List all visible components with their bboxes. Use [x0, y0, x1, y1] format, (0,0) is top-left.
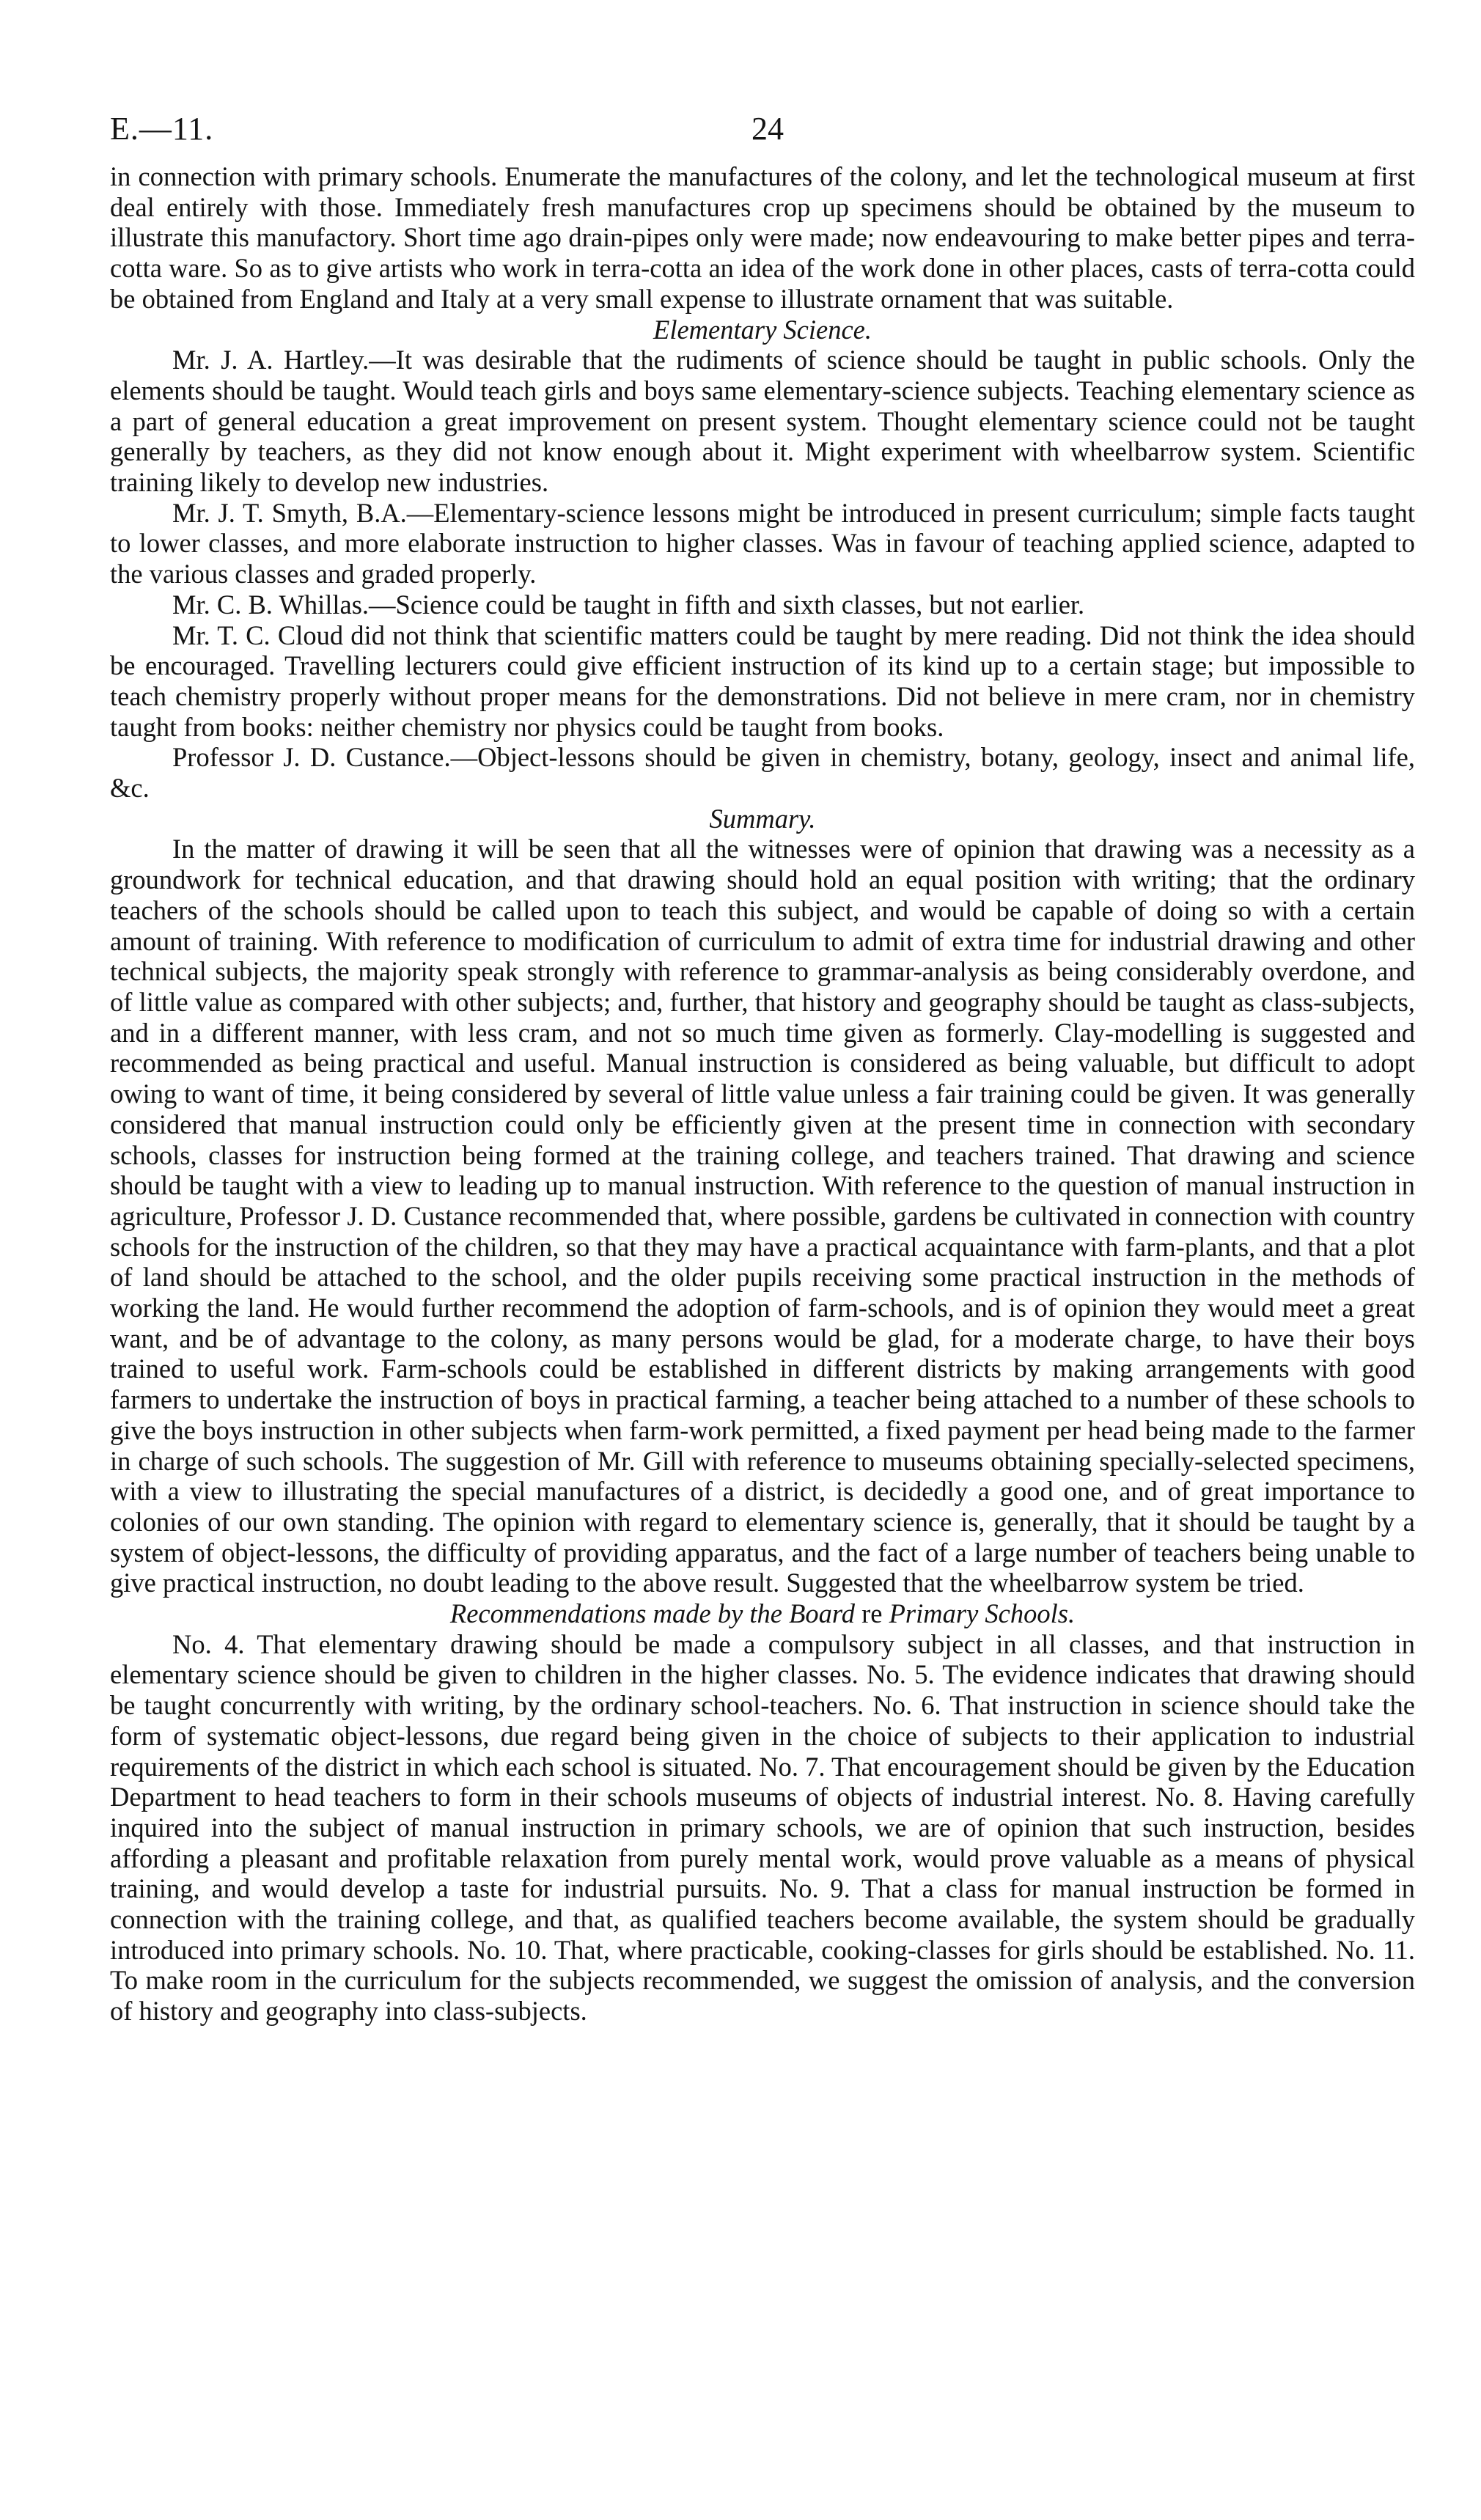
paragraph-summary: In the matter of drawing it will be seen that all the witnesses were of opinion that drawing was a necessity as a groundwork for technical education, and that drawing should hold an equal position with writing; that the ordinary teachers of the schools should be called upon to teach this subject, and would be capable of doing so with a certain amount of training. With reference to modification of curriculum to admit of extra time for industrial drawing and other technical subjects, the majority speak strongly with reference to grammar-analysis as being considerably overdone, and of little value as compared with other subjects; and, further, that history and geography should be taught as class-subjects, and in a different manner, with less cram, and not so much time given as formerly. Clay-modelling is suggested and recommended as being practical and useful. Manual instruction is considered as being valuable, but difficult to adopt owing to want of time, it being considered by several of little value unless a fair training could be given. It was generally considered that manual instruction could only be efficiently given at the present time in connection with secondary schools, classes for instruction being formed at the training college, and teachers trained. That drawing and science should be taught with a view to leading up to manual instruction. With reference to the question of manual instruction in agriculture, Professor J. D. Custance recommended that, where possible, gardens be cultivated in connection with country schools for the instruction of the children, so that they may have a practical acquaintance with farm-plants, and that a plot of land should be attached to the school, and the older pupils receiving some practical instruction in the methods of working the land. He would further recommend the adoption of farm-schools, and is of opinion they would meet a great want, and be of advantage to the colony, as many persons would be glad, for a moderate charge, to have their boys trained to useful work. Farm-schools could be established in different districts by making arrangements with good farmers to undertake the instruction of boys in practical farming, a teacher being attached to a number of these schools to give the boys instruction in other subjects when farm-work permitted, a fixed payment per head being made to the farmer in charge of such schools. The suggestion of Mr. Gill with reference to museums obtaining specially-selected specimens, with a view to illustrating the special manufactures of a district, is decidedly a good one, and of great importance to colonies of our own standing. The opinion with regard to elementary science is, generally, that it should be taught by a system of object-lessons, the difficulty of providing apparatus, and the fact of a large number of teachers being unable to give practical instruction, no doubt leading to the above result. Suggested that the wheelbarrow system be tried.: [110, 834, 1415, 1598]
heading-part-1: Recommendations made by the Board: [449, 1598, 856, 1629]
document-body: [110, 161, 1415, 2027]
heading-re: re: [861, 1598, 883, 1629]
continued-paragraph: in connection with primary schools. Enumerate the manufactures of the colony, and let the technological museum at first deal entirely with those. Immediately fresh manufactures crop up specimens should be obtained by the museum to illustrate this manufactory. Short time ago drain-pipes only were made; now endeavouring to make better pipes and terra-cotta ware. So as to give artists who work in terra-cotta an idea of the work done in other places, casts of terra-cotta could be obtained from England and Italy at a very small expense to illustrate ornament that was suitable.: [110, 161, 1415, 314]
paragraph-recommendations: No. 4. That elementary drawing should be made a compulsory subject in all classes, and that instruction in elementary science should be given to children in the higher classes. No. 5. The evidence indicates that drawing should be taught concurrently with writing, by the ordinary school-teachers. No. 6. That instruction in science should take the form of systematic object-lessons, due regard being given in the choice of subjects to their application to industrial requirements of the district in which each school is situated. No. 7. That encouragement should be given by the Education Department to head teachers to form in their schools museums of objects of industrial interest. No. 8. Having carefully inquired into the subject of manual instruction in primary schools, we are of opinion that such instruction, besides affording a pleasant and profitable relaxation from purely mental work, would prove valuable as a means of physical training, and would develop a taste for industrial pursuits. No. 9. That a class for manual instruction be formed in connection with the training college, and that, as qualified teachers become available, the system should be gradually introduced into primary schools. No. 10. That, where practicable, cooking-classes for girls should be established. No. 11. To make room in the curriculum for the subjects recommended, we suggest the omission of analysis, and the conversion of history and geography into class-subjects.: [110, 1628, 1415, 2027]
section-heading-recommendations: [110, 1598, 1415, 1629]
paragraph-hartley: Mr. J. A. Hartley.—It was desirable that the rudiments of science should be taught in public schools. Only the elements should be taught. Would teach girls and boys same elementary-science subjects. Teaching elementary science as a part of general education a great improvement on present system. Thought elementary science could not be taught generally by teachers, as they did not know enough about it. Might experiment with wheelbarrow system. Scientific training likely to develop new industries.: [110, 345, 1415, 498]
paragraph-custance: Professor J. D. Custance.—Object-lessons should be given in chemistry, botany, geology, insect and animal life, &c.: [110, 742, 1415, 804]
page-header: [110, 110, 1415, 161]
section-heading-elementary-science: Elementary Science.: [653, 314, 872, 345]
paragraph-cloud: Mr. T. C. Cloud did not think that scientific matters could be taught by mere reading. Did not think the idea should be encouraged. Travelling lecturers could give efficient instruction of its kind up to a certain stage; but impossible to teach chemistry properly without proper means for the demonstrations. Did not believe in mere cram, nor in chemistry taught from books: neither chemistry nor physics could be taught from books.: [110, 620, 1415, 742]
paragraph-whillas: Mr. C. B. Whillas.—Science could be taught in fifth and sixth classes, but not earlier.: [172, 589, 1085, 620]
paragraph-smyth: Mr. J. T. Smyth, B.A.—Elementary-science lessons might be introduced in present curriculum; simple facts taught to lower classes, and more elaborate instruction to higher classes. Was in favour of teaching applied science, adapted to the various classes and graded properly.: [110, 497, 1415, 589]
document-reference: E.—11.: [110, 111, 214, 147]
page-number: 24: [751, 111, 784, 147]
heading-part-2: Primary Schools.: [889, 1598, 1076, 1629]
document-page: [110, 110, 1415, 2027]
section-heading-summary: Summary.: [709, 803, 816, 834]
